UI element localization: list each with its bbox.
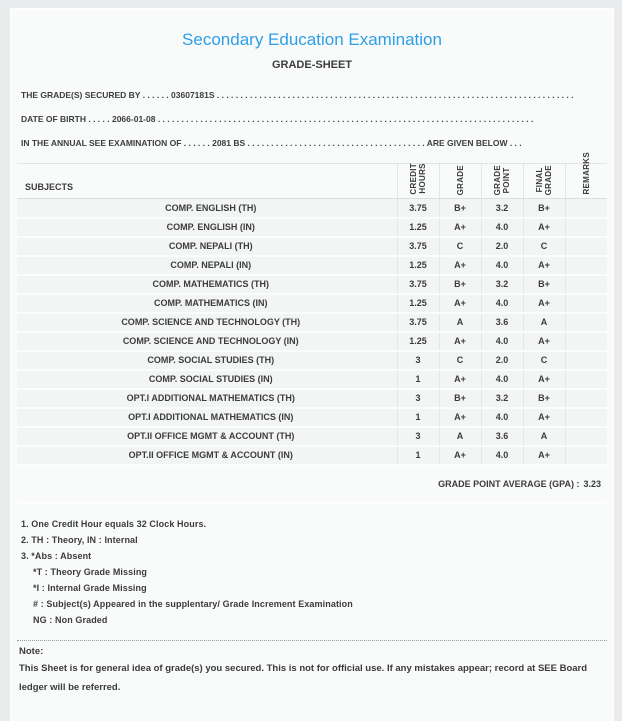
student-info-lines [17,83,607,155]
credit-hours-cell: 3.75 [397,313,439,332]
legend-line: *T : Theory Grade Missing [33,566,148,577]
gpa-label: GRADE POINT AVERAGE (GPA) : [438,478,580,489]
remarks-cell [565,218,607,237]
table-row [17,256,607,275]
legend-line: 1. One Credit Hour equals 32 Clock Hours. [21,518,207,529]
legend-line: # : Subject(s) Appeared in the supplentary/ Grade Increment Examination [33,598,353,609]
grade-point-cell: 4.0 [481,370,523,389]
remarks-cell [565,313,607,332]
subject-cell: OPT.II OFFICE MGMT & ACCOUNT (IN) [17,446,397,465]
table-row [17,275,607,294]
remarks-cell [565,294,607,313]
final-grade-cell: A+ [523,218,565,237]
grade-point-cell: 4.0 [481,256,523,275]
subject-cell: COMP. SOCIAL STUDIES (IN) [17,370,397,389]
grade-cell: A+ [439,294,481,313]
subject-cell: COMP. ENGLISH (IN) [17,218,397,237]
subject-cell: COMP. MATHEMATICS (TH) [17,275,397,294]
final-grade-cell: A+ [523,256,565,275]
credit-hours-cell: 1 [397,370,439,389]
vertical-label: CREDIT HOURS [409,163,427,195]
table-row [17,237,607,256]
column-header-grade-point [481,164,523,199]
credit-hours-cell: 3.75 [397,199,439,218]
grade-point-cell: 4.0 [481,332,523,351]
subject-cell: COMP. MATHEMATICS (IN) [17,294,397,313]
credit-hours-cell: 3.75 [397,275,439,294]
grade-point-cell: 3.2 [481,199,523,218]
remarks-cell [565,199,607,218]
note-label: Note: [19,645,44,657]
column-header-final-grade [523,164,565,199]
grade-sheet-panel [10,8,614,721]
column-header-grade [439,164,481,199]
table-row [17,370,607,389]
table-row [17,351,607,370]
final-grade-cell: A+ [523,370,565,389]
grade-cell: A+ [439,256,481,275]
grade-cell: C [439,237,481,256]
grade-point-cell: 4.0 [481,218,523,237]
grade-point-cell: 4.0 [481,408,523,427]
final-grade-cell: A+ [523,408,565,427]
table-row [17,218,607,237]
grades-table [17,152,607,466]
grade-point-cell: 3.6 [481,427,523,446]
grade-cell: A+ [439,446,481,465]
remarks-cell [565,446,607,465]
subject-cell: COMP. NEPALI (TH) [17,237,397,256]
gpa-line [17,466,607,504]
table-row [17,408,607,427]
credit-hours-cell: 3 [397,427,439,446]
final-grade-cell: C [523,351,565,370]
remarks-cell [565,351,607,370]
vertical-label-wrap [524,164,565,198]
vertical-label: GRADE [455,164,465,195]
info-line: IN THE ANNUAL SEE EXAMINATION OF . . . . . . 2081 BS . . . . . . . . . . . . . . . . . . . . . . . . . . . . . . . . . . . . . . ARE GIVEN BELOW . . . [21,138,522,148]
grade-cell: C [439,351,481,370]
grade-point-cell: 2.0 [481,237,523,256]
table-row [17,332,607,351]
table-row [17,427,607,446]
credit-hours-cell: 1.25 [397,332,439,351]
table-row [17,313,607,332]
vertical-label-wrap [398,164,439,198]
final-grade-cell: B+ [523,275,565,294]
credit-hours-cell: 3.75 [397,237,439,256]
column-header-subjects: SUBJECTS [17,164,397,199]
grade-cell: B+ [439,199,481,218]
remarks-cell [565,427,607,446]
grade-point-cell: 3.6 [481,313,523,332]
final-grade-cell: A [523,427,565,446]
credit-hours-cell: 1 [397,408,439,427]
vertical-label: REMARKS [581,152,591,195]
credit-hours-cell: 1.25 [397,294,439,313]
remarks-cell [565,408,607,427]
final-grade-cell: C [523,237,565,256]
dotted-separator [17,640,607,641]
grade-point-cell: 2.0 [481,351,523,370]
grade-cell: A+ [439,332,481,351]
vertical-label-wrap [566,152,608,198]
grade-cell: B+ [439,275,481,294]
table-row [17,446,607,465]
info-line: THE GRADE(S) SECURED BY . . . . . . 03607181S . . . . . . . . . . . . . . . . . . . . . . . . . . . . . . . . . . . . . . . . . . . . . . . . . . . . . . . . . . . . . . . . . . . . . . . . . . . . [21,90,574,100]
final-grade-cell: A [523,313,565,332]
column-header-remarks [565,152,607,199]
subject-cell: OPT.II OFFICE MGMT & ACCOUNT (TH) [17,427,397,446]
subject-cell: OPT.I ADDITIONAL MATHEMATICS (TH) [17,389,397,408]
credit-hours-cell: 3 [397,389,439,408]
remarks-cell [565,370,607,389]
remarks-cell [565,256,607,275]
grade-point-cell: 4.0 [481,446,523,465]
legend-line: *I : Internal Grade Missing [33,582,147,593]
subject-cell: COMP. SCIENCE AND TECHNOLOGY (TH) [17,313,397,332]
final-grade-cell: A+ [523,332,565,351]
grade-sheet-subtitle: GRADE-SHEET [271,59,353,71]
grade-cell: A [439,427,481,446]
vertical-label-wrap [482,164,523,198]
table-row [17,199,607,218]
grade-point-cell: 3.2 [481,389,523,408]
table-header-row [17,164,607,199]
note-text: This Sheet is for general idea of grade(s) you secured. This is not for official use. If any mistakes appear; record at SEE Board ledger will be referred. [19,662,588,693]
subject-cell: COMP. SCIENCE AND TECHNOLOGY (IN) [17,332,397,351]
table-row [17,389,607,408]
remarks-cell [565,332,607,351]
credit-hours-cell: 1.25 [397,256,439,275]
vertical-label: GRADE POINT [493,164,511,195]
credit-hours-cell: 1.25 [397,218,439,237]
grade-point-cell: 3.2 [481,275,523,294]
info-line: DATE OF BIRTH . . . . . 2066-01-08 . . . . . . . . . . . . . . . . . . . . . . . . . . . . . . . . . . . . . . . . . . . . . . . . . . . . . . . . . . . . . . . . . . . . . . . . . . . . . . . . [21,114,534,124]
column-header-credit-hours [397,164,439,199]
credit-hours-cell: 3 [397,351,439,370]
legend-line: 3. *Abs : Absent [21,550,92,561]
subject-cell: COMP. ENGLISH (TH) [17,199,397,218]
final-grade-cell: B+ [523,199,565,218]
grade-cell: B+ [439,389,481,408]
grade-point-cell: 4.0 [481,294,523,313]
final-grade-cell: A+ [523,294,565,313]
gpa-value: 3.23 [583,478,601,489]
legend-notes [17,516,607,628]
remarks-cell [565,389,607,408]
grade-cell: A+ [439,218,481,237]
final-grade-cell: A+ [523,446,565,465]
grade-cell: A+ [439,370,481,389]
remarks-cell [565,275,607,294]
grade-cell: A+ [439,408,481,427]
subject-cell: COMP. NEPALI (IN) [17,256,397,275]
grade-cell: A [439,313,481,332]
legend-line: NG : Non Graded [33,614,108,625]
vertical-label: FINAL GRADE [535,164,553,195]
credit-hours-cell: 1 [397,446,439,465]
page-title: Secondary Education Examination [182,30,442,49]
subject-cell: OPT.I ADDITIONAL MATHEMATICS (IN) [17,408,397,427]
vertical-label-wrap [440,164,481,198]
table-row [17,294,607,313]
remarks-cell [565,237,607,256]
legend-line: 2. TH : Theory, IN : Internal [21,534,138,545]
final-grade-cell: B+ [523,389,565,408]
subject-cell: COMP. SOCIAL STUDIES (TH) [17,351,397,370]
